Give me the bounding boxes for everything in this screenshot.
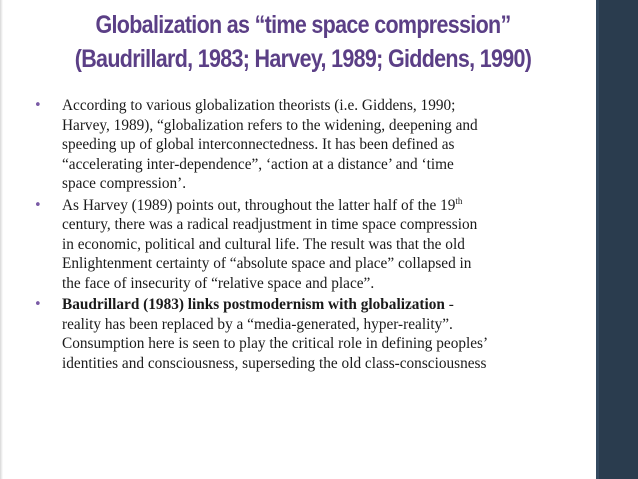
bullet-2-line-1 (62, 196, 554, 216)
bullet-1-line-5: space compression’. (62, 175, 187, 192)
bullet-3-bold-lead: Baudrillard (1983) links postmodernism with globalization (62, 296, 445, 313)
bullet-marker: • (34, 98, 42, 113)
bullet-list (34, 96, 554, 375)
bullet-item-1 (34, 96, 554, 194)
bullet-1-line-1: According to various globalization theorists (i.e. Giddens, 1990; (62, 97, 456, 114)
side-decoration-bar (596, 0, 638, 479)
side-decoration-bar-accent (596, 0, 599, 479)
bullet-1-line-3: speeding up of global interconnectedness. It has been defined as (62, 136, 455, 153)
bullet-marker: • (34, 297, 42, 312)
bullet-3-line-4: identities and consciousness, superseding the old class-consciousness (62, 354, 487, 372)
bullet-1-line-2: Harvey, 1989), “globalization refers to the widening, deepening and (62, 116, 478, 134)
bullet-1-line-4: “accelerating inter-dependence”, ‘action at a distance’ and ‘time (62, 155, 454, 173)
bullet-item-2 (34, 196, 554, 294)
slide-title-line-2: (Baudrillard, 1983; Harvey, 1989; Giddens, 1990) (74, 45, 532, 73)
bullet-3-line-3: Consumption here is seen to play the critical role in defining peoples’ (62, 335, 489, 352)
slide-left-edge-shadow (0, 0, 3, 479)
bullet-3-line-1-rest: - (444, 296, 454, 313)
bullet-2-superscript: th (455, 195, 463, 206)
bullet-2-line-2: century, there was a radical readjustment in time space compression (62, 216, 478, 233)
slide-title (60, 8, 547, 76)
bullet-item-3 (34, 295, 554, 373)
bullet-2-line-1-text: As Harvey (1989) points out, throughout the latter half of the 19 (62, 196, 456, 214)
bullet-2-line-4: Enlightenment certainty of “absolute space and place” collapsed in (62, 255, 472, 272)
bullet-3-line-2: reality has been replaced by a “media-generated, hyper-reality”. (62, 315, 453, 333)
bullet-2-line-5: the face of insecurity of “relative space and place”. (62, 274, 375, 292)
bullet-marker: • (34, 197, 42, 213)
bullet-3-line-1 (62, 295, 554, 315)
slide-title-line-1: Globalization as “time space compression” (95, 11, 511, 39)
bullet-2-line-3: in economic, political and cultural life. The result was that the old (62, 235, 465, 253)
